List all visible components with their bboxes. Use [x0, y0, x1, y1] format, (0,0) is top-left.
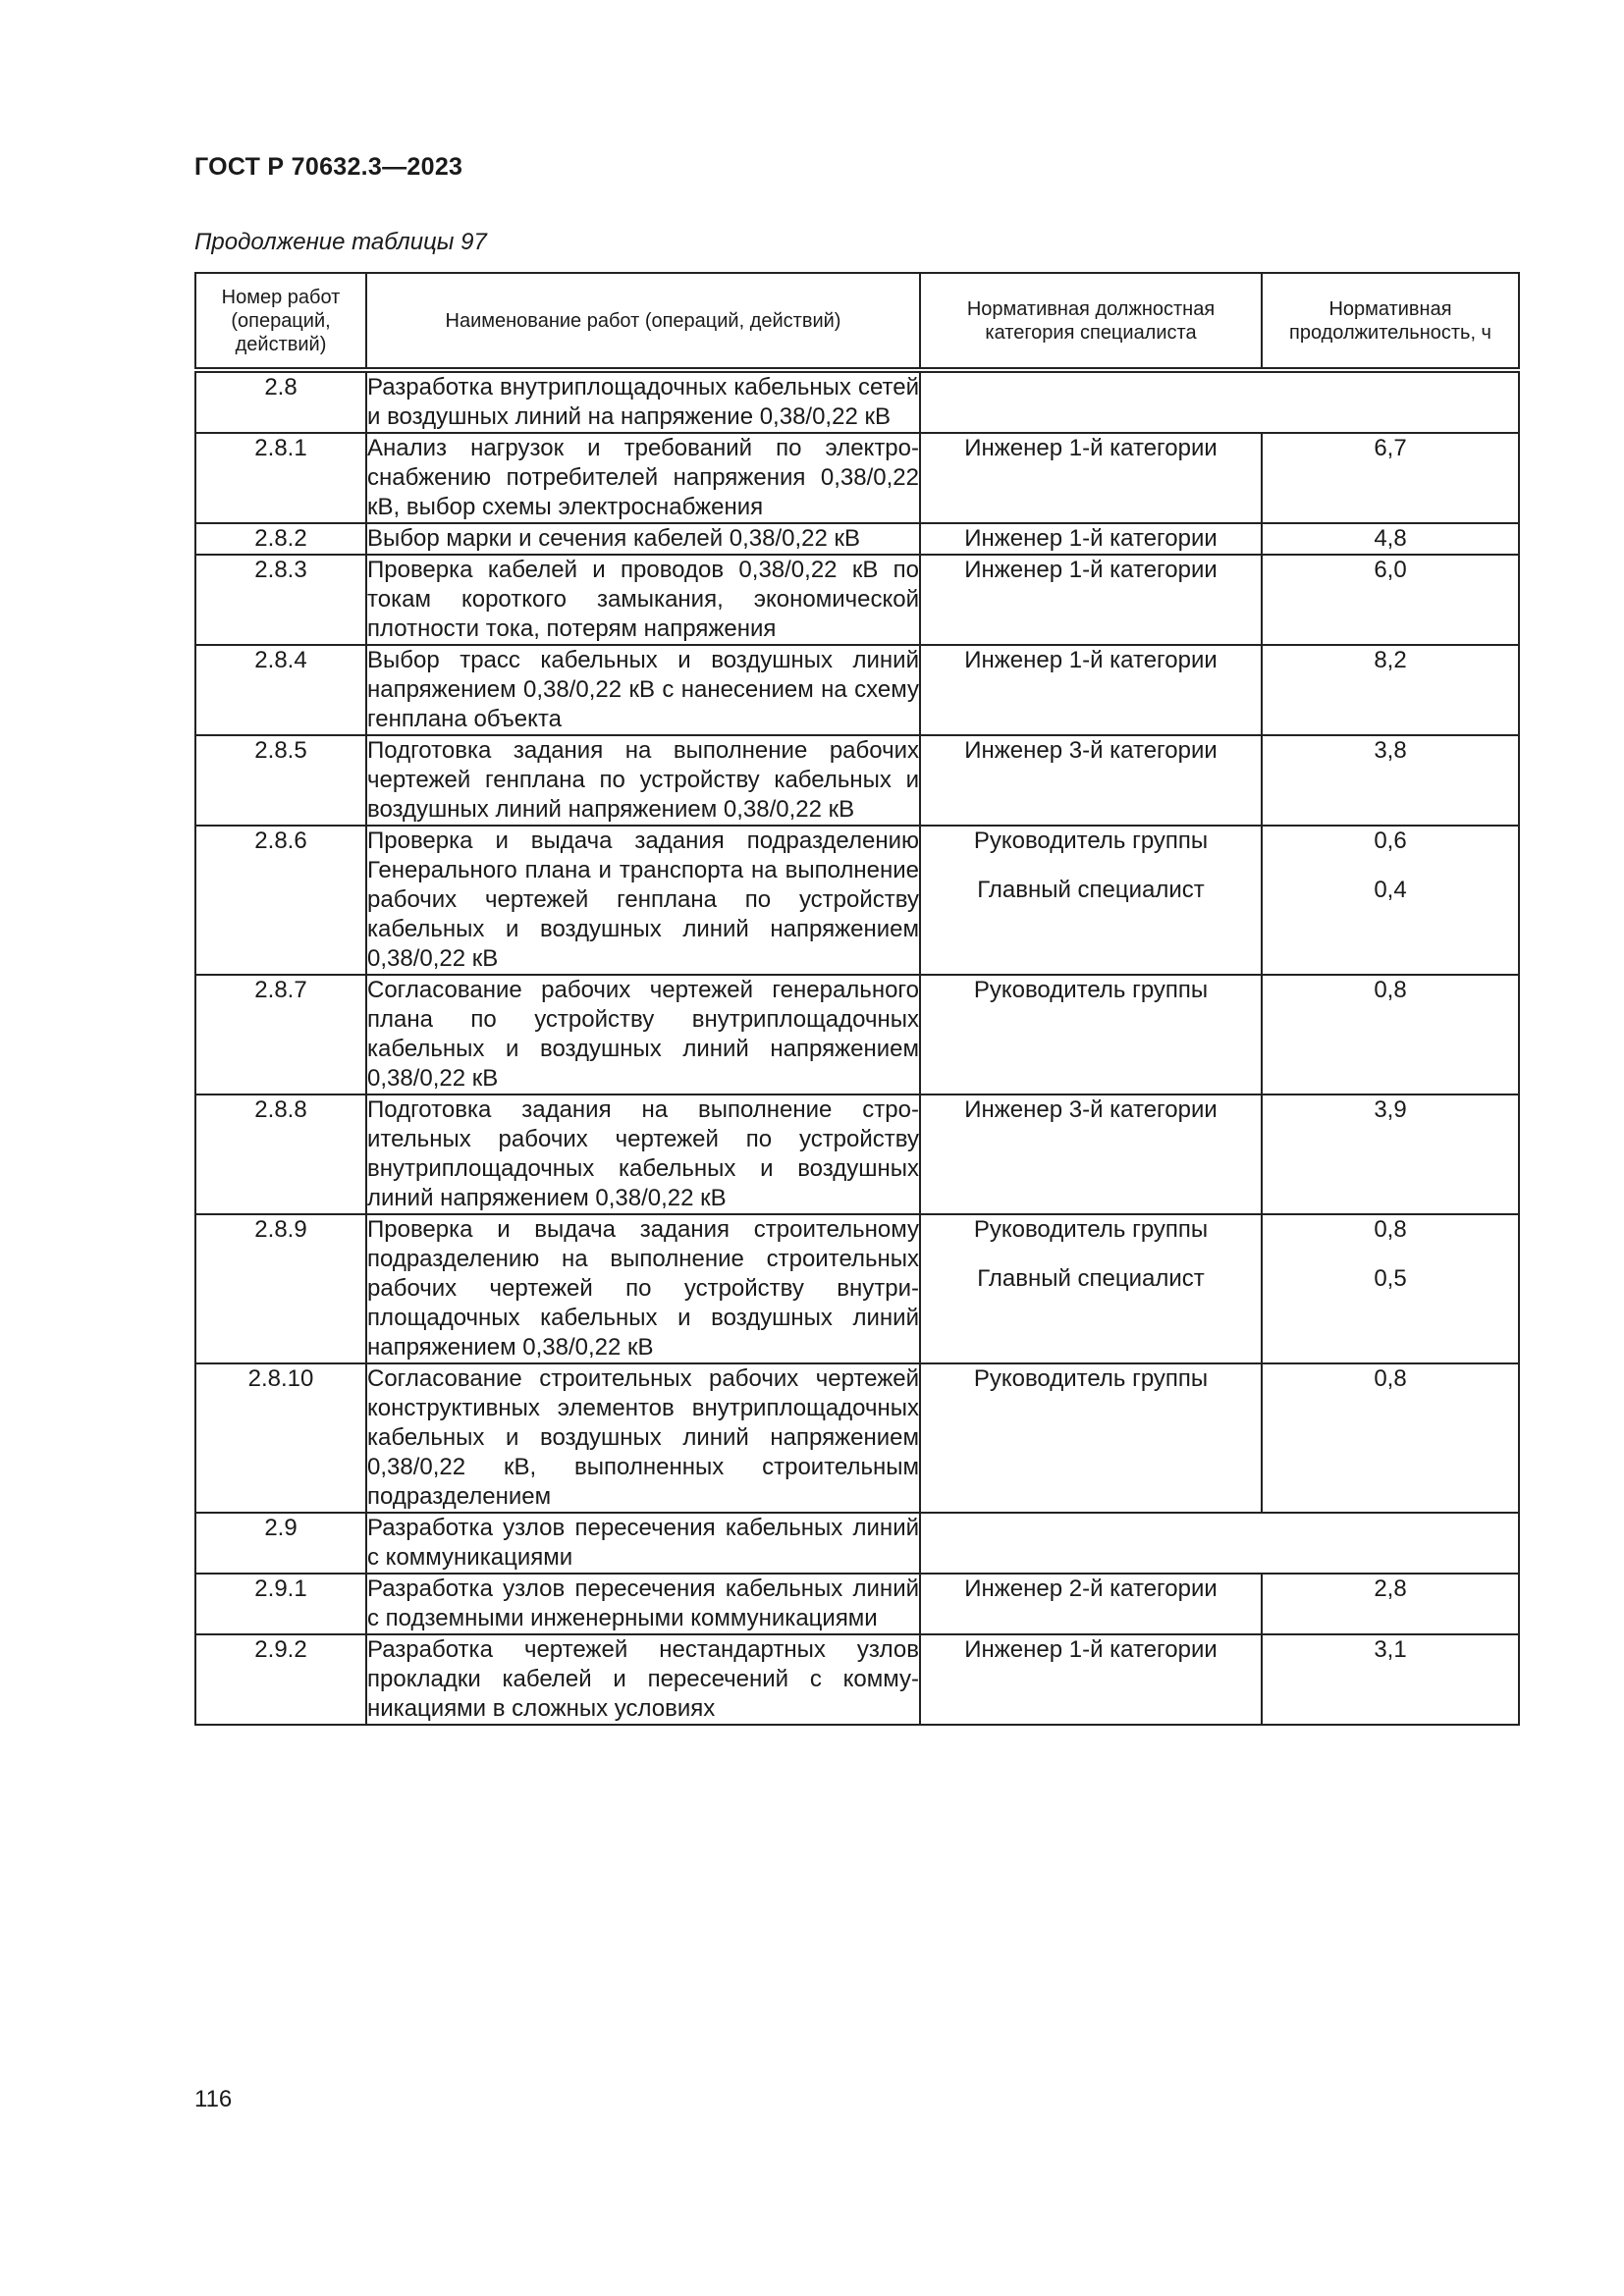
table-caption: Продолжение таблицы 97 [194, 229, 487, 255]
header-duration: Нормативная продолжительность, ч [1262, 273, 1519, 370]
table-row [195, 1634, 1519, 1725]
category-text: Инженер 3-й категории [964, 1096, 1218, 1123]
category-text: Главный специалист [977, 1265, 1205, 1292]
norms-table [194, 272, 1520, 1726]
header-name: Наименование работ (операций, действий) [366, 273, 920, 370]
header-number: Номер работ (операций, действий) [195, 273, 366, 370]
row-work-name: Подготовка задания на выполнение рабочих чертежей генплана по устройству кабельных и воздушных линий напряжением 0,38/0,22 кВ [366, 735, 920, 826]
table-row [195, 735, 1519, 826]
duration-value: 0,4 [1374, 877, 1407, 903]
duration-value: 6,7 [1374, 435, 1407, 461]
table-header-row [195, 273, 1519, 370]
row-work-name: Согласование рабочих чертежей генерального плана по устройству внутриплощадочных кабельных и воздушных линий напряжением 0,38/0,22 кВ [366, 975, 920, 1095]
row-number: 2.8 [195, 370, 366, 433]
duration-value: 3,8 [1374, 737, 1407, 764]
category-text: Инженер 1-й категории [964, 1636, 1218, 1663]
table-row [195, 1214, 1519, 1363]
row-category [920, 1634, 1262, 1725]
duration-value: 6,0 [1374, 557, 1407, 583]
row-category [920, 555, 1262, 645]
row-work-name: Проверка и выдача задания подразделению Генерального плана и транспорта на выполнение рабочих чертежей генплана по устройству кабельных и воздушных линий напряжением 0,38/0,22 кВ [366, 826, 920, 975]
table-row [195, 370, 1519, 433]
row-category [920, 826, 1262, 975]
duration-value: 3,9 [1374, 1096, 1407, 1123]
category-text: Инженер 1-й категории [964, 557, 1218, 583]
row-category [920, 975, 1262, 1095]
row-number: 2.8.10 [195, 1363, 366, 1513]
row-duration [1262, 1095, 1519, 1214]
category-text: Руководитель группы [973, 977, 1209, 1003]
duration-value: 0,8 [1374, 1216, 1407, 1243]
row-duration [1262, 555, 1519, 645]
row-number: 2.9.2 [195, 1634, 366, 1725]
row-duration [1262, 433, 1519, 523]
row-category [920, 1574, 1262, 1634]
category-text: Инженер 1-й категории [964, 525, 1218, 552]
row-duration [1262, 1574, 1519, 1634]
row-number: 2.8.3 [195, 555, 366, 645]
row-category [920, 1095, 1262, 1214]
category-text: Инженер 3-й категории [964, 737, 1218, 764]
table-row [195, 523, 1519, 555]
row-duration [1262, 735, 1519, 826]
row-number: 2.8.9 [195, 1214, 366, 1363]
table-row [195, 1363, 1519, 1513]
row-number: 2.8.5 [195, 735, 366, 826]
row-work-name: Разработка чертежей нестандартных узлов прокладки кабелей и пересечений с коммуникациями в сложных условиях [366, 1634, 920, 1725]
row-category [920, 645, 1262, 735]
table-row [195, 1095, 1519, 1214]
table-row [195, 1574, 1519, 1634]
category-text: Инженер 1-й категории [964, 647, 1218, 673]
row-number: 2.8.6 [195, 826, 366, 975]
row-work-name: Согласование строительных рабочих чертежей конструктивных элементов внутриплощадочных кабельных и воздушных линий напряжением 0,38/0,22 кВ, выполненных строительным подразделением [366, 1363, 920, 1513]
row-duration [1262, 645, 1519, 735]
duration-value: 8,2 [1374, 647, 1407, 673]
row-number: 2.9.1 [195, 1574, 366, 1634]
row-work-name: Проверка и выдача задания строительному подразделению на выполнение строительных рабочих чертежей по устройству внутриплощадочных кабельных и воздушных линий напряжением 0,38/0,22 кВ [366, 1214, 920, 1363]
row-duration [1262, 1634, 1519, 1725]
row-category [920, 1363, 1262, 1513]
table-row [195, 433, 1519, 523]
table-body [195, 370, 1519, 1725]
header-category: Нормативная должностная категория специалиста [920, 273, 1262, 370]
row-category [920, 735, 1262, 826]
row-category [920, 523, 1262, 555]
category-text: Руководитель группы [973, 1365, 1209, 1392]
duration-value: 0,8 [1374, 977, 1407, 1003]
row-number: 2.8.2 [195, 523, 366, 555]
duration-value: 0,6 [1374, 828, 1407, 854]
row-duration [1262, 1363, 1519, 1513]
table-row [195, 555, 1519, 645]
row-duration [1262, 523, 1519, 555]
duration-value: 2,8 [1374, 1575, 1407, 1602]
row-number: 2.8.4 [195, 645, 366, 735]
row-number: 2.8.7 [195, 975, 366, 1095]
row-work-name: Выбор трасс кабельных и воздушных линий напряжением 0,38/0,22 кВ с нанесением на схему генплана объекта [366, 645, 920, 735]
row-work-name: Выбор марки и сечения кабелей 0,38/0,22 кВ [366, 523, 920, 555]
row-category [920, 433, 1262, 523]
page-number: 116 [194, 2086, 233, 2112]
row-category [920, 1214, 1262, 1363]
table-row [195, 975, 1519, 1095]
row-work-name: Проверка кабелей и проводов 0,38/0,22 кВ по токам короткого замыкания, экономической плотности тока, потерям напряжения [366, 555, 920, 645]
category-text: Руководитель группы [973, 1216, 1209, 1243]
duration-value: 0,8 [1374, 1365, 1407, 1392]
row-work-name: Разработка узлов пересечения кабельных линий с коммуникациями [366, 1513, 920, 1574]
row-duration [1262, 826, 1519, 975]
category-text: Главный специалист [977, 877, 1205, 903]
duration-value: 0,5 [1374, 1265, 1407, 1292]
row-empty-merged-cell [920, 1513, 1519, 1574]
row-number: 2.8.1 [195, 433, 366, 523]
table-row [195, 645, 1519, 735]
row-empty-merged-cell [920, 370, 1519, 433]
row-number: 2.9 [195, 1513, 366, 1574]
category-text: Инженер 1-й категории [964, 435, 1218, 461]
duration-value: 4,8 [1374, 525, 1407, 552]
table-row [195, 826, 1519, 975]
row-work-name: Разработка узлов пересечения кабельных линий с подземными инженерными коммуникациями [366, 1574, 920, 1634]
row-work-name: Разработка внутриплощадочных кабельных сетей и воздушных линий на напряжение 0,38/0,22 кВ [366, 370, 920, 433]
category-text: Инженер 2-й категории [964, 1575, 1218, 1602]
duration-value: 3,1 [1374, 1636, 1407, 1663]
table-row [195, 1513, 1519, 1574]
category-text: Руководитель группы [973, 828, 1209, 854]
row-duration [1262, 1214, 1519, 1363]
document-header: ГОСТ Р 70632.3—2023 [194, 153, 463, 181]
row-work-name: Подготовка задания на выполнение строительных рабочих чертежей по устройству внутриплощадочных кабельных и воздушных линий напряжением 0,38/0,22 кВ [366, 1095, 920, 1214]
row-duration [1262, 975, 1519, 1095]
row-number: 2.8.8 [195, 1095, 366, 1214]
row-work-name: Анализ нагрузок и требований по электроснабжению потребителей напряжения 0,38/0,22 кВ, выбор схемы электроснабжения [366, 433, 920, 523]
